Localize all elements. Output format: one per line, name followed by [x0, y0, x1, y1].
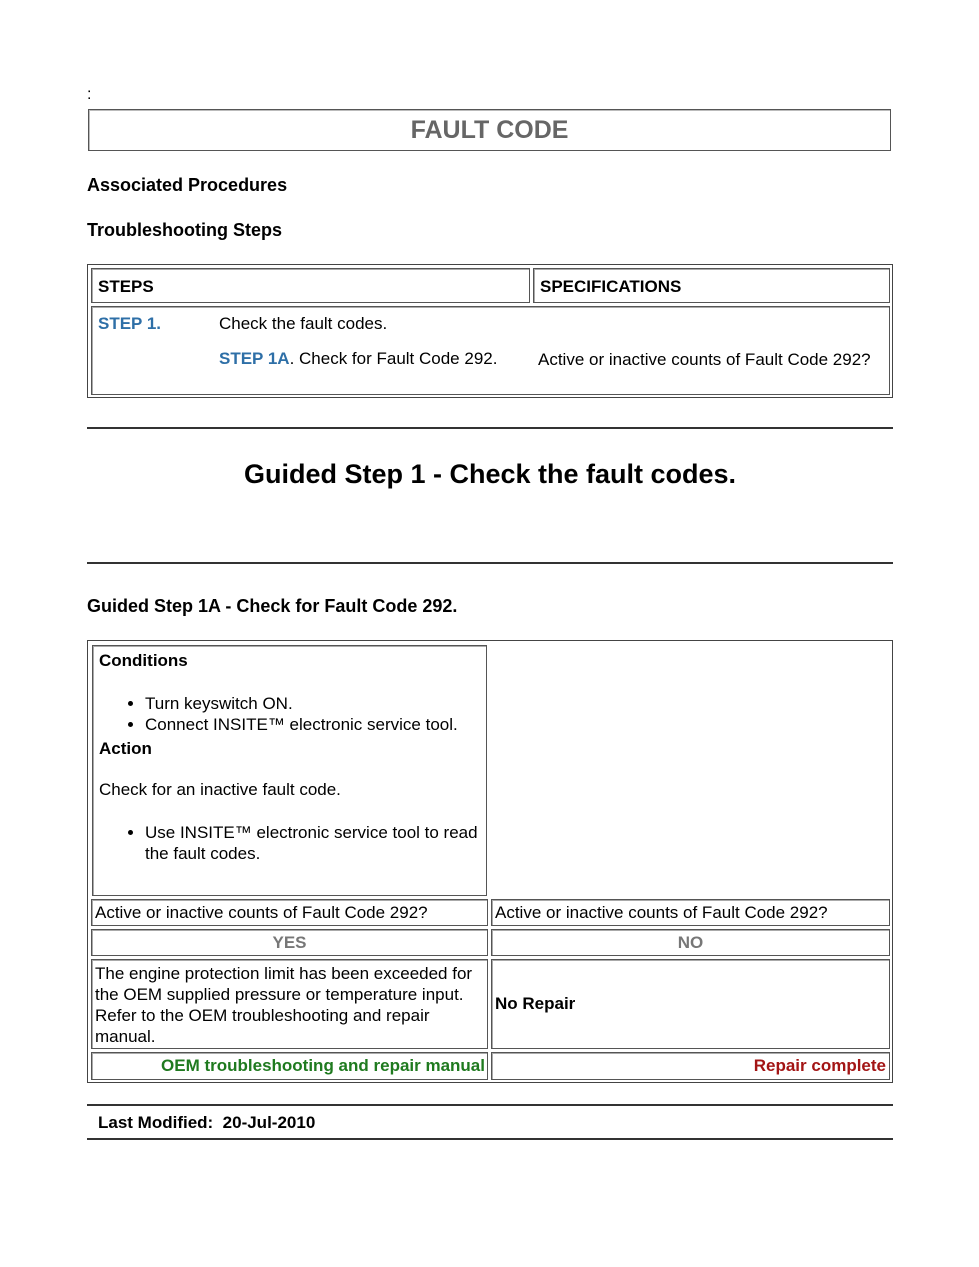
list-item: • Use INSITE™ electronic service tool to read the fault codes.: [145, 822, 480, 864]
step-1-link[interactable]: STEP 1.: [98, 314, 161, 333]
guided-step-table: [87, 640, 893, 1083]
fault-code-title: FAULT CODE: [88, 109, 891, 151]
guided-step-1-title: Guided Step 1 - Check the fault codes.: [243, 459, 737, 489]
list-item: • Turn keyswitch ON.: [145, 693, 480, 714]
yes-header: YES: [91, 929, 488, 956]
conditions-action-cell: [92, 645, 487, 896]
steps-table: [87, 264, 893, 398]
no-header: NO: [491, 929, 890, 956]
action-list: [99, 822, 480, 864]
steps-row: [91, 306, 890, 395]
step-1a-link[interactable]: STEP 1A: [219, 349, 290, 368]
troubleshooting-steps-heading: Troubleshooting Steps: [87, 220, 283, 240]
divider: [87, 1138, 893, 1140]
conditions-list: [99, 693, 480, 735]
step-1a-text: . Check for Fault Code 292.: [289, 349, 498, 368]
question-right: Active or inactive counts of Fault Code 292?: [491, 899, 890, 926]
no-description: [491, 959, 890, 1049]
yes-description: The engine protection limit has been exceeded for the OEM supplied pressure or temperature input. Refer to the OEM troubleshooting and repair manual.: [91, 959, 488, 1049]
step-1-text: Check the fault codes.: [219, 314, 388, 333]
steps-header-label: STEPS: [98, 277, 154, 296]
divider: [87, 562, 893, 564]
action-text: Check for an inactive fault code.: [99, 780, 341, 799]
action-label: Action: [99, 739, 152, 758]
divider: [87, 1104, 893, 1106]
leading-colon: :: [87, 86, 92, 103]
conditions-label: Conditions: [99, 651, 188, 670]
question-left: Active or inactive counts of Fault Code 292?: [91, 899, 488, 926]
specifications-column-header: [533, 268, 890, 303]
associated-procedures-heading: Associated Procedures: [87, 175, 288, 195]
oem-manual-link[interactable]: OEM troubleshooting and repair manual: [91, 1052, 488, 1080]
list-item: • Connect INSITE™ electronic service tool.: [145, 714, 480, 735]
no-repair-text: No Repair: [495, 994, 576, 1013]
divider: [87, 427, 893, 429]
specifications-header-label: SPECIFICATIONS: [540, 277, 682, 296]
steps-column-header: [91, 268, 530, 303]
empty-cell: [490, 645, 890, 896]
repair-complete-link[interactable]: Repair complete: [491, 1052, 890, 1080]
step-1a-specification: Active or inactive counts of Fault Code 292?: [538, 350, 871, 369]
guided-step-1a-title: Guided Step 1A - Check for Fault Code 292.: [87, 596, 458, 616]
step-1a-line: [219, 349, 497, 369]
last-modified: Last Modified: 20-Jul-2010: [98, 1113, 316, 1132]
